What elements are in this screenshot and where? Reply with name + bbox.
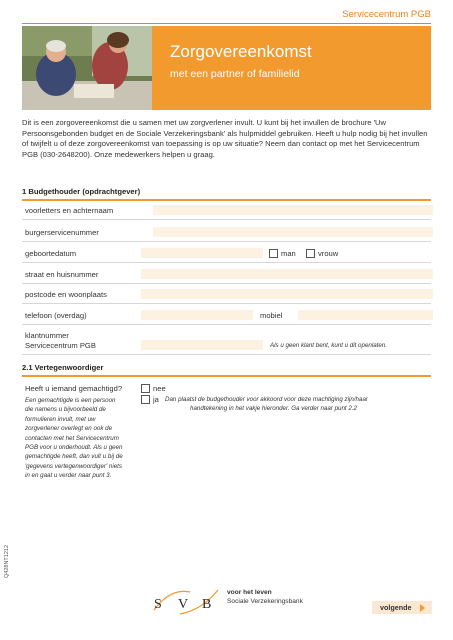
section-1-divider <box>22 199 431 201</box>
row-divider <box>22 354 431 355</box>
street-label: straat en huisnummer <box>25 270 99 279</box>
birthdate-label: geboortedatum <box>25 249 77 258</box>
street-field[interactable] <box>141 269 433 279</box>
gender-male-label: man <box>281 249 296 258</box>
bsn-label: burgerservicenummer <box>25 228 99 237</box>
representative-yes-label: ja <box>153 395 159 404</box>
section-2-1-divider <box>22 375 431 377</box>
postcode-city-field[interactable] <box>141 289 433 299</box>
representative-yes-note-2: handtekening in het vakje hieronder. Ga verder naar punt 2.2 <box>190 405 357 412</box>
gender-male-checkbox[interactable] <box>269 249 278 258</box>
representative-no-checkbox[interactable] <box>141 384 150 393</box>
svb-logo <box>150 586 222 621</box>
representative-no-label: nee <box>153 384 166 393</box>
client-number-field[interactable] <box>141 340 263 350</box>
gender-female-checkbox[interactable] <box>306 249 315 258</box>
page-subtitle: met een partner of familielid <box>170 68 300 80</box>
row-divider <box>22 303 431 304</box>
row-divider <box>22 219 431 220</box>
row-divider <box>22 262 431 263</box>
initials-name-label: voorletters en achternaam <box>25 206 114 215</box>
representative-explanation <box>25 396 150 481</box>
page-title: Zorgovereenkomst <box>170 42 312 61</box>
bsn-field[interactable] <box>153 227 433 237</box>
section-2-1-heading: 2.1 Vertegenwoordiger <box>22 363 104 372</box>
explanation-line: 'gegevens vertegenwoordiger' niets <box>25 462 122 470</box>
birthdate-field[interactable] <box>141 248 263 258</box>
client-number-note: Als u geen klant bent, kunt u dit openlaten. <box>270 342 387 349</box>
client-number-label-2: Servicecentrum PGB <box>25 341 96 350</box>
explanation-line: formulieren invult, met uw <box>25 415 96 423</box>
representative-question: Heeft u iemand gemachtigd? <box>25 384 123 393</box>
service-label: Servicecentrum PGB <box>342 9 431 20</box>
header-photo <box>22 26 152 110</box>
phone-day-field[interactable] <box>141 310 253 320</box>
explanation-line: PGB voor u onderhoudt. Als u geen <box>25 444 123 452</box>
header-divider <box>22 23 431 24</box>
representative-yes-checkbox[interactable] <box>141 395 150 404</box>
explanation-line: in en gaat u verder naar punt 3. <box>25 472 112 480</box>
explanation-line: die namens u bijvoorbeeld de <box>25 406 106 414</box>
form-code: Q428NT1212 <box>4 544 10 578</box>
mobile-label: mobiel <box>260 311 283 320</box>
intro-text: Dit is een zorgovereenkomst die u samen met uw zorgverlener invult. U kunt bij het invullen de brochure 'Uw Persoonsgebonden budget en de Sociale Verzekeringsbank' als hulpmiddel gebruiken. Heeft u hulp nodig bij het invullen of twijfelt u of deze zorgovereenkomst van toepassing is op uw situatie? Neem dan contact op met het Servicecentrum PGB (030-2648200). Onze medewerkers helpen u graag. <box>22 118 428 159</box>
row-divider <box>22 283 431 284</box>
gender-female-label: vrouw <box>318 249 339 258</box>
representative-yes-note: Dan plaatst de budgethouder voor akkoord voor deze machtiging zijn/haar <box>165 396 368 403</box>
initials-name-field[interactable] <box>153 205 433 215</box>
explanation-line: Een gemachtigde is een persoon <box>25 397 116 404</box>
logo-organization: Sociale Verzekeringsbank <box>227 598 303 605</box>
logo-letter: B <box>202 597 212 612</box>
section-1-heading: 1 Budgethouder (opdrachtgever) <box>22 187 141 196</box>
postcode-city-label: postcode en woonplaats <box>25 290 107 299</box>
next-button-label[interactable]: volgende <box>380 603 412 612</box>
phone-day-label: telefoon (overdag) <box>25 311 87 320</box>
explanation-line: contacten met het Servicecentrum <box>25 434 119 442</box>
explanation-line: gemachtigde heeft, dan vult u bij de <box>25 453 123 461</box>
arrow-right-icon[interactable] <box>420 604 425 612</box>
row-divider <box>22 241 431 242</box>
logo-letter: S <box>154 597 162 612</box>
mobile-field[interactable] <box>298 310 433 320</box>
row-divider <box>22 324 431 325</box>
explanation-line: zorgverlener overlegt en ook de <box>25 425 113 433</box>
client-number-label: klantnummer <box>25 331 69 340</box>
logo-tagline: voor het leven <box>227 589 272 596</box>
logo-letter: V <box>178 597 189 612</box>
